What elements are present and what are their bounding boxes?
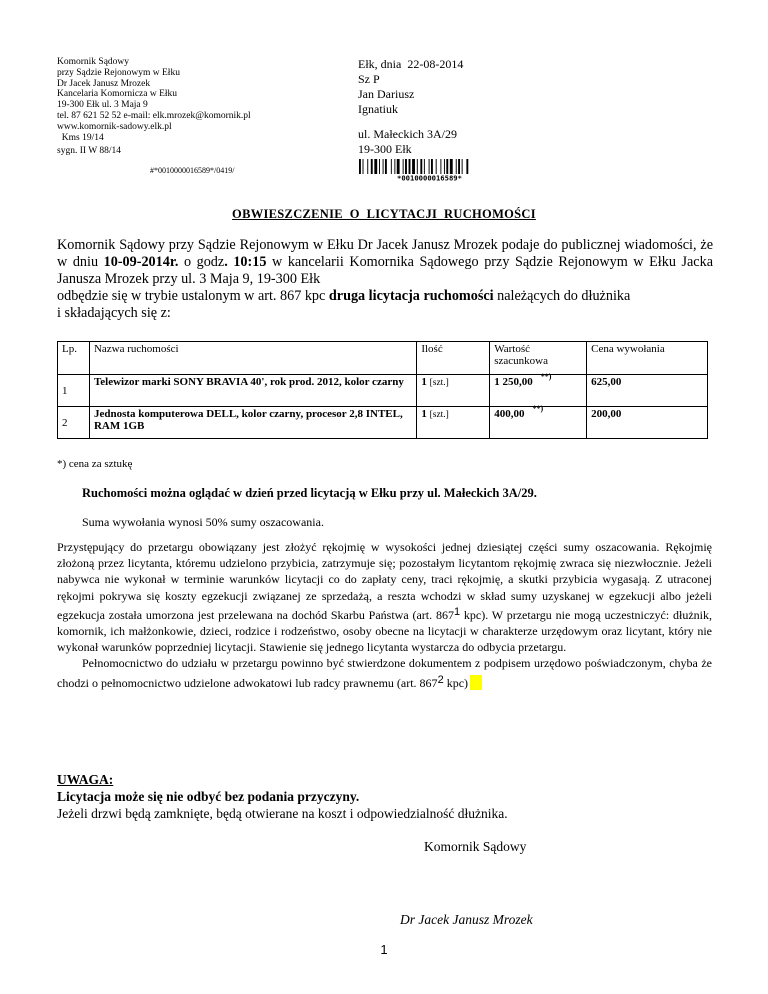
intro-text-part: odbędzie się w trybie ustalonym w art. 867 kpc bbox=[57, 288, 329, 304]
intro-dot: . bbox=[224, 254, 228, 270]
quantity-unit: [szt.] bbox=[429, 378, 449, 388]
barcode-bar bbox=[412, 159, 415, 174]
signatory-name: Dr Jacek Janusz Mrozek bbox=[400, 912, 533, 927]
column-header-lp: Lp. bbox=[58, 342, 90, 375]
page-number: 1 bbox=[380, 942, 388, 957]
table-header-row bbox=[58, 342, 708, 375]
barcode-bar bbox=[405, 159, 407, 174]
warning-heading: UWAGA: bbox=[57, 772, 114, 787]
barcode-bar bbox=[359, 159, 361, 174]
recipient-city: 19-300 Ełk bbox=[358, 142, 412, 156]
recipient-line: Jan Dariusz bbox=[358, 87, 415, 101]
barcode-bar bbox=[417, 159, 418, 174]
barcode-bar bbox=[429, 159, 430, 174]
barcode-bar bbox=[379, 159, 380, 174]
quantity-value: 1 bbox=[421, 376, 427, 388]
barcode-text: *0010000016589* bbox=[397, 173, 462, 181]
document-title: OBWIESZCZENIE O LICYTACJI RUCHOMOŚCI bbox=[232, 207, 536, 221]
terms-text-part: Pełnomocnictwo do udziału w przetargu powinno być stwierdzone dokumentem z podpisem urzędowo poświadczonym, chyba że chodzi o pełnomocnictwo udzielone adwokatowi lub radcy prawnemu (art. 867 bbox=[57, 656, 712, 690]
auction-date: 10-09-2014r. bbox=[103, 254, 179, 270]
table-row bbox=[58, 407, 708, 439]
items-table bbox=[57, 341, 708, 439]
warning-line: Jeżeli drzwi będą zamknięte, będą otwierane na koszt i odpowiedzialność dłużnika. bbox=[57, 806, 508, 821]
column-header-value: Wartość szacunkowa bbox=[490, 342, 587, 375]
column-header-price: Cena wywołania bbox=[587, 342, 708, 375]
item-price: 200,00 bbox=[587, 407, 708, 439]
barcode-bar bbox=[456, 159, 457, 174]
auction-time: 10:15 bbox=[233, 254, 267, 270]
sender-line: Kancelaria Komornicza w Ełku bbox=[57, 89, 178, 100]
barcode-bar bbox=[363, 159, 364, 174]
reference-code: #*0010000016589*/0419/ bbox=[150, 166, 235, 175]
barcode-bar bbox=[424, 159, 425, 174]
value-amount: 1 250,00 bbox=[494, 376, 533, 388]
value-footnote-mark: **) bbox=[540, 372, 552, 381]
case-number: Kms 19/14 bbox=[57, 132, 104, 143]
highlight-marker bbox=[470, 675, 482, 690]
intro-text-part: o godz bbox=[178, 254, 225, 270]
footnote: *) cena za sztukę bbox=[57, 458, 133, 470]
column-header-qty: Ilość bbox=[417, 342, 490, 375]
value-amount: 400,00 bbox=[494, 408, 525, 420]
quantity-value: 1 bbox=[421, 408, 427, 420]
item-price: 625,00 bbox=[587, 375, 708, 407]
sender-line: Dr Jacek Janusz Mrozek bbox=[57, 78, 151, 89]
item-name: Telewizor marki SONY BRAVIA 40', rok prod. 2012, kolor czarny bbox=[89, 375, 416, 407]
recipient-line: Ignatiuk bbox=[358, 102, 398, 116]
quantity-unit: [szt.] bbox=[429, 410, 449, 420]
terms-text-part: kpc) bbox=[443, 675, 469, 690]
barcode-bar bbox=[403, 159, 404, 174]
barcode-bar bbox=[383, 159, 384, 174]
reserve-price-note: Suma wywołania wynosi 50% sumy oszacowania. bbox=[82, 515, 324, 529]
item-value bbox=[490, 372, 587, 407]
barcode-bar bbox=[394, 159, 395, 174]
barcode-bar bbox=[409, 159, 411, 174]
terms-text-part: Przystępujący do przetargu obowiązany jest złożyć rękojmię w wysokości jednej dziesiątej części sumy oszacowania. Rękojmię złożoną przez licytanta, któremu udzielono przybicia, zatrzymuje się; pozostałym licytantom rękojmię zwraca się niezwłocznie. Jeżeli nabywca nie wykonał w terminie warunków licytacji co do zapłaty ceny, traci rękojmię, a skutki przybicia wygasają. Z utraconej rękojmi pokrywa się koszty egzekucji związanej ze sprzedażą, a reszta wchodzi w skład sumy uzyskanej w egzekucji albo jeżeli egzekucja została umorzona jest przelewana na dochód Skarbu Państwa (art. 867 bbox=[57, 540, 712, 622]
barcode-bar bbox=[440, 159, 441, 174]
intro-text-part: i składających się z: bbox=[57, 305, 171, 321]
warning-line: Licytacja może się nie odbyć bez podania przyczyny. bbox=[57, 789, 360, 804]
terms-text bbox=[57, 539, 712, 691]
barcode-bar bbox=[466, 159, 468, 174]
sender-line: tel. 87 621 52 52 e-mail: elk.mrozek@komornik.pl bbox=[57, 110, 251, 121]
intro-text-part: należących do dłużnika bbox=[493, 288, 631, 304]
sender-line: www.komornik-sadowy.elk.pl bbox=[57, 121, 172, 132]
item-value bbox=[490, 404, 587, 439]
article-superscript: 2 bbox=[437, 673, 444, 686]
signatory-title: Komornik Sądowy bbox=[424, 839, 527, 854]
document-date: Ełk, dnia 22-08-2014 bbox=[358, 57, 464, 71]
signature-reference: sygn. II W 88/14 bbox=[57, 146, 122, 156]
item-quantity bbox=[417, 407, 490, 439]
barcode-bar bbox=[436, 159, 437, 174]
item-name: Jednosta komputerowa DELL, kolor czarny, procesor 2,8 INTEL, RAM 1GB bbox=[89, 407, 416, 439]
row-number: 2 bbox=[58, 407, 90, 439]
viewing-notice: Ruchomości można oglądać w dzień przed licytacją w Ełku przy ul. Małeckich 3A/29. bbox=[82, 486, 537, 500]
barcode-bar bbox=[462, 159, 463, 174]
intro-text-part: Komornik Sądowy przy Sądzie Rejonowym w Ełku Dr Jacek Janusz Mrozek podaje do publicznej wiadomości, że w dniu bbox=[57, 237, 713, 270]
intro-text-part: w kancelarii Komornika Sądowego przy Sądzie Rejonowym w Ełku Jacka Janusza Mrozek przy ul. 3 Maja 9, 19-300 Ełk bbox=[57, 254, 713, 287]
barcode-bar bbox=[444, 159, 445, 174]
barcode bbox=[358, 159, 501, 181]
item-quantity bbox=[417, 375, 490, 407]
value-footnote-mark: **) bbox=[532, 404, 544, 413]
barcode-bar bbox=[420, 159, 422, 174]
barcode-bar bbox=[446, 159, 448, 174]
barcode-bar bbox=[431, 159, 433, 174]
sender-line: przy Sądzie Rejonowym w Ełku bbox=[57, 67, 180, 78]
barcode-bar bbox=[374, 159, 377, 174]
auction-type: druga licytacja ruchomości bbox=[328, 288, 494, 304]
sender-line: 19-300 Ełk ul. 3 Maja 9 bbox=[57, 100, 148, 111]
recipient-address bbox=[358, 127, 457, 157]
sender-block bbox=[57, 57, 251, 143]
column-header-name: Nazwa ruchomości bbox=[89, 342, 416, 375]
barcode-bar bbox=[385, 159, 387, 174]
barcode-bar bbox=[391, 159, 392, 174]
barcode-bar bbox=[367, 159, 368, 174]
sender-line: Komornik Sądowy bbox=[57, 57, 130, 67]
terms-text-part: kpc). W przetargu nie mogą uczestniczyć: dłużnik, komornik, ich małżonkowie, dzieci, rodzice i rodzeństwo, osoby obecne na licytacji w charakterze urzędowym oraz licytant, który nie wykonał warunków poprzedniej licytacji. Stawienie się jednego licytanta wystarcza do odbycia przetargu. bbox=[57, 607, 712, 655]
barcode-bar bbox=[371, 159, 373, 174]
row-number: 1 bbox=[58, 375, 90, 407]
table-row bbox=[58, 375, 708, 407]
recipient-block bbox=[358, 57, 463, 117]
recipient-line: Sz P bbox=[358, 72, 380, 86]
barcode-bar bbox=[450, 159, 453, 174]
barcode-bar bbox=[397, 159, 400, 174]
article-superscript: 1 bbox=[453, 605, 461, 618]
barcode-bar bbox=[458, 159, 460, 174]
warning-block bbox=[57, 771, 508, 822]
recipient-street: ul. Małeckich 3A/29 bbox=[358, 127, 457, 141]
intro-text bbox=[57, 237, 713, 322]
